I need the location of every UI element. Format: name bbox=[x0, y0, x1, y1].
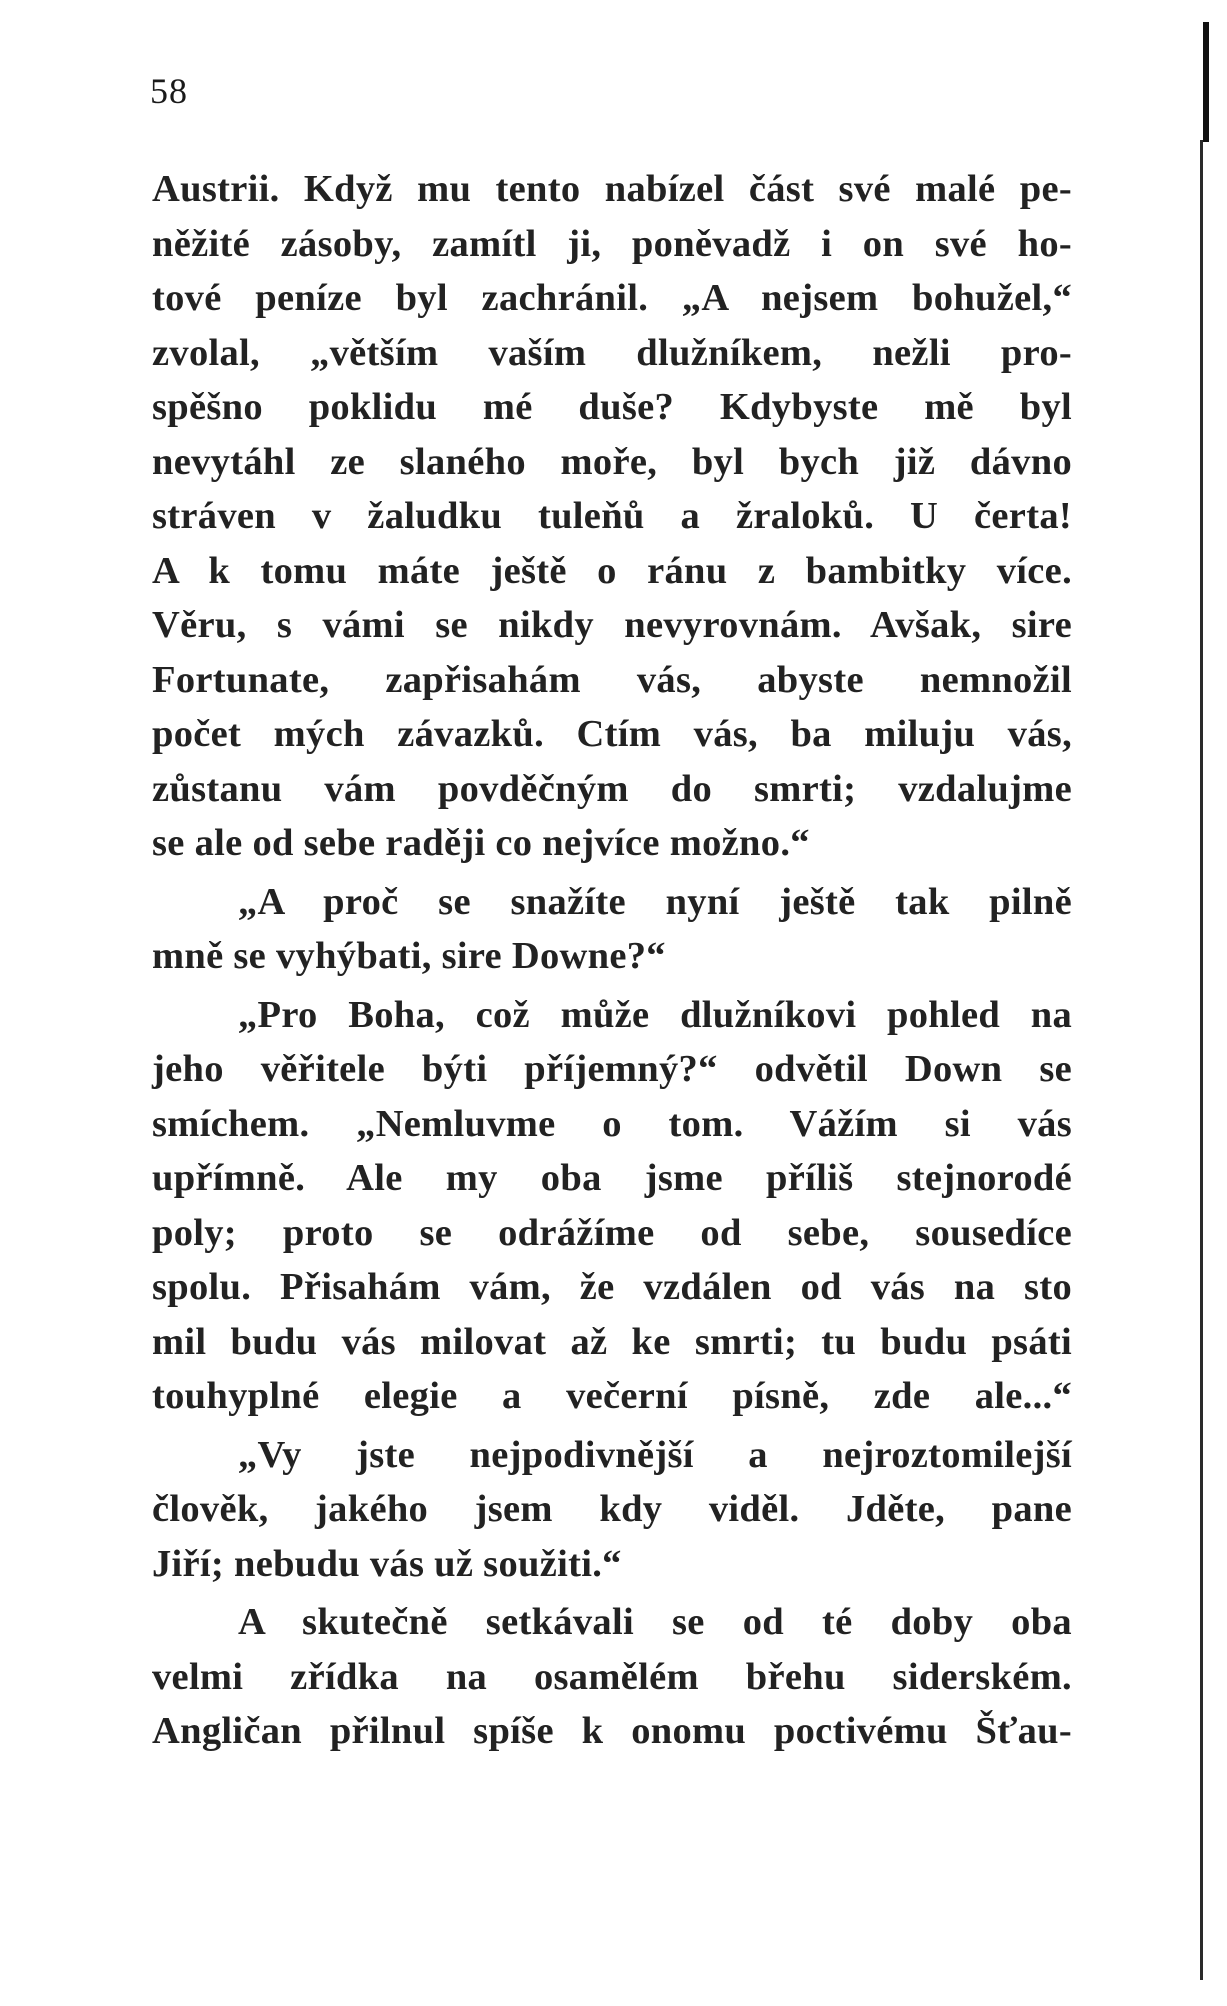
text-line: Fortunate, zapřisahám vás, abyste nemnožil bbox=[152, 658, 1072, 701]
text-line: mně se vyhýbati, sire Downe?“ bbox=[152, 935, 666, 977]
text-line: stráven v žaludku tuleňů a žraloků. U čerta! bbox=[152, 495, 1072, 537]
text-line: zvolal, „větším vaším dlužníkem, nežli pro- bbox=[152, 331, 1072, 374]
text-line: smíchem. „Nemluvme o tom. Vážím si vás bbox=[152, 1102, 1072, 1145]
body-text bbox=[152, 162, 1072, 1759]
text-line: spěšno poklidu mé duše? Kdybyste mě byl bbox=[152, 386, 1072, 428]
paragraph-2 bbox=[152, 875, 1072, 984]
text-line: něžité zásoby, zamítl ji, poněvadž i on své ho- bbox=[152, 222, 1072, 265]
text-line: A skutečně setkávali se od té doby oba bbox=[238, 1601, 1072, 1643]
text-line: jeho věřitele býti příjemný?“ odvětil Down se bbox=[152, 1048, 1072, 1090]
text-line: touhyplné elegie a večerní písně, zde ale...“ bbox=[152, 1375, 1072, 1417]
text-line: poly; proto se odrážíme od sebe, sousedíce bbox=[152, 1211, 1072, 1254]
text-line: nevytáhl ze slaného moře, byl bych již dávno bbox=[152, 440, 1072, 483]
text-line: „Pro Boha, což může dlužníkovi pohled na bbox=[238, 993, 1072, 1036]
text-line: Věru, s vámi se nikdy nevyrovnám. Avšak, sire bbox=[152, 604, 1072, 646]
page-number: 58 bbox=[150, 71, 188, 111]
text-line: Jiří; nebudu vás už soužiti.“ bbox=[152, 1542, 622, 1585]
text-line: „Vy jste nejpodivnější a nejroztomilejší bbox=[238, 1433, 1072, 1476]
text-line: se ale od sebe raději co nejvíce možno.“ bbox=[152, 822, 810, 864]
text-line: počet mých závazků. Ctím vás, ba miluju vás, bbox=[152, 713, 1072, 755]
text-line: zůstanu vám povděčným do smrti; vzdalujme bbox=[152, 767, 1072, 810]
text-line: velmi zřídka na osamělém břehu siderském. bbox=[152, 1655, 1072, 1698]
paragraph-4 bbox=[152, 1428, 1072, 1592]
paragraph-3 bbox=[152, 988, 1072, 1424]
paragraph-5 bbox=[152, 1595, 1072, 1759]
page-edge-mark bbox=[1203, 22, 1209, 142]
text-line: A k tomu máte ještě o ránu z bambitky více. bbox=[152, 549, 1072, 592]
text-line: upřímně. Ale my oba jsme příliš stejnorodé bbox=[152, 1157, 1072, 1199]
paragraph-1 bbox=[152, 162, 1072, 871]
text-line: mil budu vás milovat až ke smrti; tu budu psáti bbox=[152, 1320, 1072, 1363]
text-line: člověk, jakého jsem kdy viděl. Jděte, pane bbox=[152, 1488, 1072, 1530]
page-edge-line bbox=[1200, 140, 1203, 1980]
text-line: Austrii. Když mu tento nabízel část své malé pe- bbox=[152, 168, 1072, 210]
text-line: „A proč se snažíte nyní ještě tak pilně bbox=[238, 880, 1072, 923]
text-line: Angličan přilnul spíše k onomu poctivému Šťau- bbox=[152, 1710, 1072, 1752]
text-line: tové peníze byl zachránil. „A nejsem bohužel,“ bbox=[152, 277, 1072, 319]
text-line: spolu. Přisahám vám, že vzdálen od vás na sto bbox=[152, 1266, 1072, 1308]
